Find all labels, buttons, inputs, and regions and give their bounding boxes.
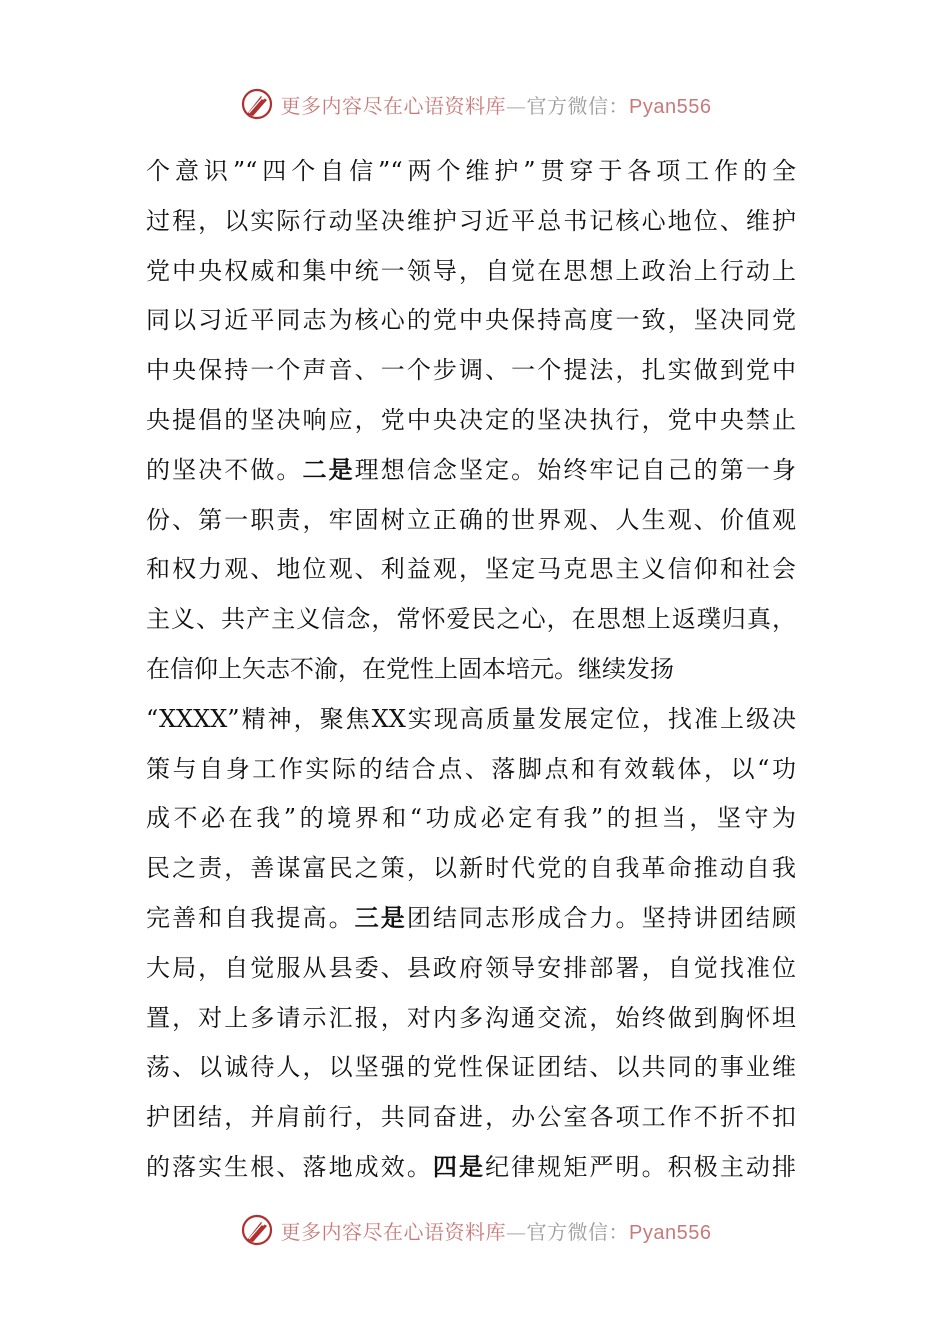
text-line — [146, 745, 796, 795]
bold-ordinal: 四是 — [432, 1152, 486, 1181]
text-line — [146, 894, 796, 944]
text-line — [146, 147, 796, 197]
text-segment: 理想信念坚定。始终牢记自己的第一身 — [354, 455, 796, 484]
text-segment: 策与自身工作实际的结合点、落脚点和有效载体，以“功 — [146, 754, 796, 783]
text-segment: 中央保持一个声音、一个步调、一个提法，扎实做到党中 — [146, 356, 796, 385]
text-segment: 主义、共产主义信念，常怀爱民之心，在思想上返璞归真， — [146, 605, 796, 634]
text-segment: 过程，以实际行动坚决维护习近平总书记核心地位、维护 — [146, 206, 796, 235]
text-segment: 团结同志形成合力。坚持讲团结顾 — [406, 903, 796, 932]
watermark-wechat-id: Pyan556 — [629, 1221, 712, 1244]
watermark-text — [281, 90, 712, 119]
header-watermark-inner — [239, 86, 712, 122]
text-line — [146, 545, 796, 595]
text-line — [146, 396, 796, 446]
bold-ordinal: 二是 — [302, 455, 355, 484]
text-segment: 党中央权威和集中统一领导，自觉在思想上政治上行动上 — [146, 256, 796, 285]
text-line — [146, 595, 796, 645]
pen-nib-circle-icon — [239, 1212, 275, 1248]
text-line — [146, 1093, 796, 1143]
watermark-text — [281, 1216, 712, 1245]
text-segment: 纪律规矩严明。积极主动排 — [485, 1152, 796, 1181]
text-segment: 在信仰上矢志不渝，在党性上固本培元。继续发扬 — [146, 654, 674, 683]
text-segment: 央提倡的坚决响应，党中央决定的坚决执行，党中央禁止 — [146, 405, 796, 434]
watermark-dash: — — [506, 1219, 527, 1244]
watermark-wechat-label: 官方微信： — [526, 93, 630, 118]
watermark-wechat-id: Pyan556 — [629, 95, 712, 118]
text-line — [146, 994, 796, 1044]
text-segment: 个意识”“四个自信”“两个维护”贯穿于各项工作的全 — [146, 157, 796, 185]
text-line — [146, 1043, 796, 1093]
footer-watermark-inner — [239, 1212, 712, 1248]
text-segment: 份、第一职责，牢固树立正确的世界观、人生观、价值观 — [146, 505, 796, 534]
watermark-wechat-label: 官方微信： — [526, 1219, 630, 1244]
text-line — [146, 296, 796, 346]
text-line — [146, 247, 796, 297]
text-line — [146, 944, 796, 994]
text-line — [146, 695, 796, 745]
text-segment: 成不必在我”的境界和“功成必定有我”的担当，坚守为 — [146, 804, 796, 833]
watermark-site-text: 更多内容尽在心语资料库 — [280, 1219, 507, 1244]
text-segment: 荡、以诚待人，以坚强的党性保证团结、以共同的事业维 — [146, 1053, 796, 1082]
text-segment: 护团结，并肩前行，共同奋进，办公室各项工作不折不扣 — [146, 1103, 796, 1132]
text-segment: 和权力观、地位观、利益观，坚定马克思主义信仰和社会 — [146, 555, 796, 584]
header-watermark — [0, 82, 950, 126]
watermark-site-text: 更多内容尽在心语资料库 — [280, 93, 507, 118]
text-line — [146, 446, 796, 496]
footer-watermark — [0, 1208, 950, 1252]
text-line — [146, 794, 796, 844]
watermark-dash: — — [506, 93, 527, 118]
text-line — [146, 197, 796, 247]
text-segment: “XXXX”精神，聚焦XX实现高质量发展定位，找准上级决 — [146, 704, 796, 733]
text-segment: 大局，自觉服从县委、县政府领导安排部署，自觉找准位 — [146, 953, 796, 982]
bold-ordinal: 三是 — [354, 903, 407, 932]
text-line — [146, 844, 796, 894]
text-segment: 民之责，善谋富民之策，以新时代党的自我革命推动自我 — [146, 854, 796, 883]
text-segment: 完善和自我提高。 — [146, 903, 355, 932]
text-line — [146, 496, 796, 546]
document-body — [146, 147, 796, 1193]
text-line — [146, 346, 796, 396]
text-segment: 置，对上多请示汇报，对内多沟通交流，始终做到胸怀坦 — [146, 1003, 796, 1032]
text-segment: 的落实生根、落地成效。 — [146, 1152, 433, 1181]
pen-nib-circle-icon — [239, 86, 275, 122]
text-line — [146, 645, 796, 695]
text-segment: 的坚决不做。 — [146, 455, 303, 484]
text-line — [146, 1143, 796, 1193]
text-segment: 同以习近平同志为核心的党中央保持高度一致，坚决同党 — [146, 306, 796, 335]
